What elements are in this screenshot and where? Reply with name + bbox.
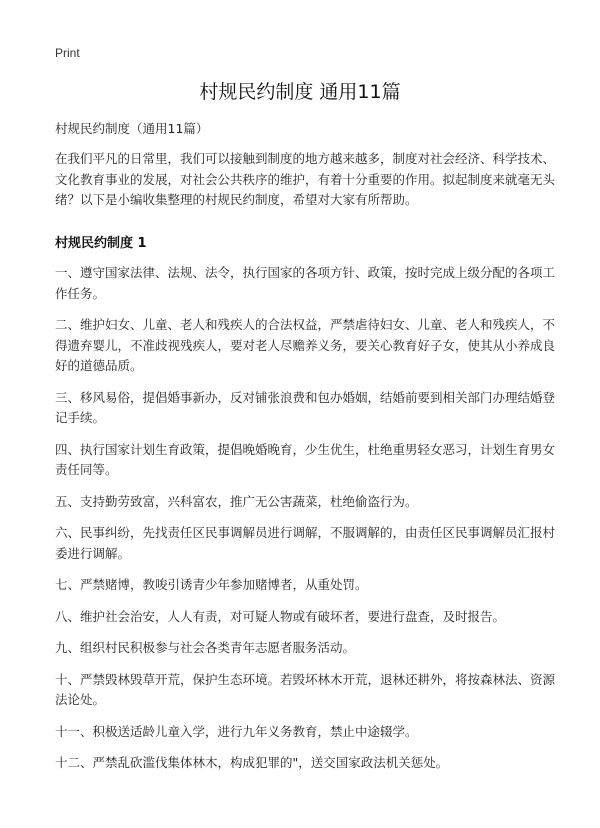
clause-1: 一、遵守国家法律、法规、法令，执行国家的各项方针、政策，按时完成上级分配的各项工作任务。 [55,265,556,301]
clause-6: 六、民事纠纷，先找责任区民事调解员进行调解，不服调解的，由责任区民事调解员汇报村委进行调解。 [55,525,556,561]
clause-11: 十一、积极送适龄儿童入学，进行九年义务教育，禁止中途辍学。 [55,723,418,739]
clause-5: 五、支持勤劳致富，兴科富农，推广无公害蔬菜，杜绝偷盗行为。 [55,493,418,509]
clause-10: 十、严禁毁林毁草开荒，保护生态环境。若毁坏林木开荒，退林还耕外，将按森林法、资源法论处。 [55,671,556,707]
clause-3: 三、移风易俗，提倡婚事新办，反对铺张浪费和包办婚姻，结婚前要到相关部门办理结婚登记手续。 [55,389,556,425]
clause-7: 七、严禁赌博，教唆引诱青少年参加赌博者，从重处罚。 [55,577,368,592]
print-link[interactable]: Print [55,46,80,60]
document-subtitle: 村规民约制度（通用11篇） [55,121,209,136]
clause-8: 八、维护社会治安，人人有责，对可疑人物或有破坏者，要进行盘查，及时报告。 [55,608,506,624]
clause-4: 四、执行国家计划生育政策，提倡晚婚晚育，少生优生，杜绝重男轻女恶习，计划生育男女责任同等。 [55,441,556,477]
clause-12: 十二、严禁乱砍滥伐集体林木，构成犯罪的"，送交国家政法机关惩处。 [55,755,449,770]
section-heading: 村规民约制度 1 [55,236,147,251]
clause-2: 二、维护妇女、儿童、老人和残疾人的合法权益，严禁虐待妇女、儿童、老人和残疾人，不得遗弃婴儿，不准歧视残疾人，要对老人尽赡养义务，要关心教育好子女，使其从小养成良好的道德品质。 [55,317,556,373]
intro-paragraph: 在我们平凡的日常里，我们可以接触到制度的地方越来越多，制度对社会经济、科学技术、文化教育事业的发展，对社会公共秩序的维护，有着十分重要的作用。拟起制度来就毫无头绪？以下是小编收集整理的村规民约制度，希望对大家有所帮助。 [55,151,556,207]
document-title: 村规民约制度 通用11篇 [199,81,401,103]
clause-9: 九、组织村民积极参与社会各类青年志愿者服务活动。 [55,640,356,655]
clause-list [55,263,555,785]
